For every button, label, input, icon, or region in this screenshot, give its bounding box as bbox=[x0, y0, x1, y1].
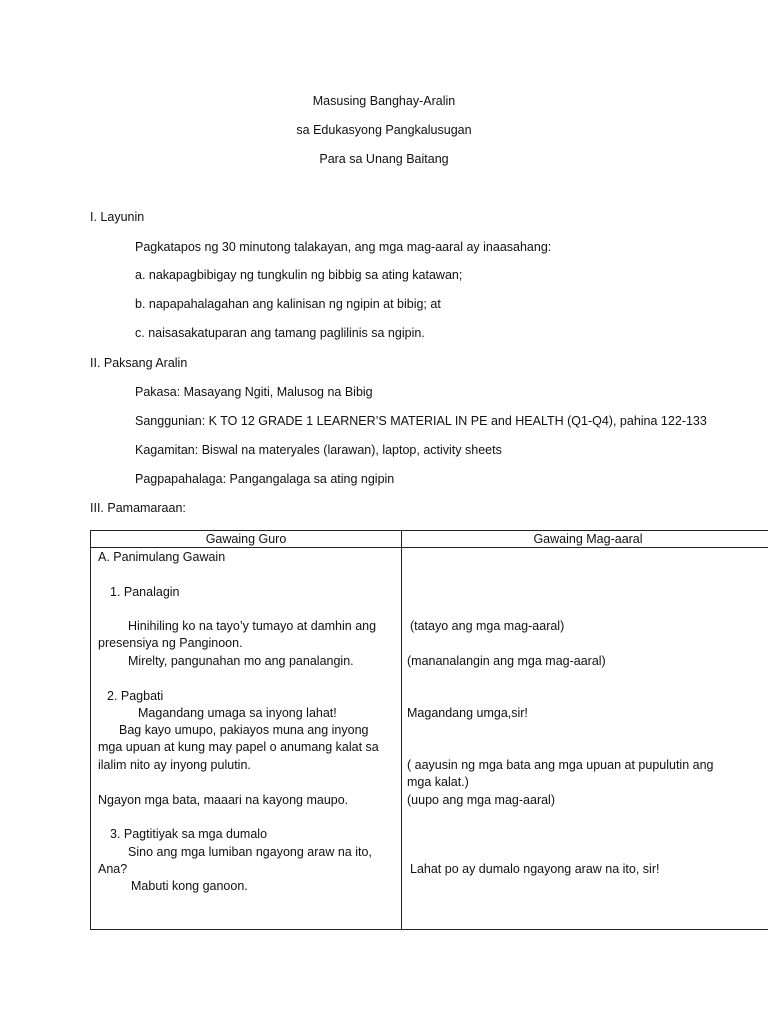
guro-ngayon-maupo: Ngayon mga bata, maaari na kayong maupo. bbox=[98, 793, 349, 807]
magaaral-tatayo: (tatayo ang mga mag-aaral) bbox=[410, 619, 565, 633]
table-header-gawaing-guro: Gawaing Guro bbox=[205, 532, 287, 546]
guro-hinihiling: Hinihiling ko na tayo’y tumayo at damhin ang bbox=[128, 619, 377, 633]
paksa-sanggunian: Sanggunian: K TO 12 GRADE 1 LEARNER’S MATERIAL IN PE and HEALTH (Q1-Q4), pahina 122-133 bbox=[135, 414, 707, 428]
paksa-pagpapahalaga: Pagpapahalaga: Pangangalaga sa ating ngipin bbox=[135, 472, 395, 486]
magaaral-lahat-dumalo: Lahat po ay dumalo ngayong araw na ito, sir! bbox=[410, 862, 660, 876]
guro-mirelty: Mirelty, pangunahan mo ang panalangin. bbox=[128, 654, 354, 668]
layunin-item-a: a. nakapagbibigay ng tungkulin ng bibbig sa ating katawan; bbox=[135, 268, 463, 282]
section-heading-pamamaraan: III. Pamamaraan: bbox=[90, 501, 186, 515]
guro-panalangin-heading: 1. Panalagin bbox=[110, 585, 180, 599]
layunin-item-b: b. napapahalagahan ang kalinisan ng ngipin at bibig; at bbox=[135, 297, 441, 311]
magaaral-uupo: (uupo ang mga mag-aaral) bbox=[407, 793, 555, 807]
guro-pagtitiyak-heading: 3. Pagtitiyak sa mga dumalo bbox=[110, 827, 268, 841]
table-header-gawaing-mag-aaral: Gawaing Mag-aaral bbox=[533, 532, 643, 546]
magaaral-aayusin-line2: mga kalat.) bbox=[407, 775, 469, 789]
guro-pagbati-heading: 2. Pagbati bbox=[107, 689, 164, 703]
section-heading-paksang-aralin: II. Paksang Aralin bbox=[90, 356, 188, 370]
guro-sino-lumiban-line2: Ana? bbox=[98, 862, 128, 876]
document-grade-level: Para sa Unang Baitang bbox=[319, 152, 449, 166]
magaaral-aayusin-line1: ( aayusin ng mga bata ang mga upuan at pupulutin ang bbox=[407, 758, 714, 772]
paksa-kagamitan: Kagamitan: Biswal na materyales (larawan), laptop, activity sheets bbox=[135, 443, 502, 457]
layunin-item-c: c. naisasakatuparan ang tamang paglilinis sa ngipin. bbox=[135, 326, 425, 340]
table-header-divider bbox=[91, 547, 768, 548]
procedure-table bbox=[90, 530, 768, 930]
document-subtitle: sa Edukasyong Pangkalusugan bbox=[296, 123, 472, 137]
magaaral-magandang-umaga: Magandang umga,sir! bbox=[407, 706, 528, 720]
layunin-intro: Pagkatapos ng 30 minutong talakayan, ang mga mag-aaral ay inaasahang: bbox=[135, 240, 552, 254]
guro-bag-kayo-line3: ilalim nito ay inyong pulutin. bbox=[98, 758, 251, 772]
magaaral-mananalangin: (mananalangin ang mga mag-aaral) bbox=[407, 654, 606, 668]
guro-mabuti: Mabuti kong ganoon. bbox=[131, 879, 248, 893]
guro-sino-lumiban-line1: Sino ang mga lumiban ngayong araw na ito, bbox=[128, 845, 372, 859]
guro-magandang-umaga: Magandang umaga sa inyong lahat! bbox=[138, 706, 337, 720]
paksa-pakasa: Pakasa: Masayang Ngiti, Malusog na Bibig bbox=[135, 385, 373, 399]
guro-presensiya: presensiya ng Panginoon. bbox=[98, 636, 243, 650]
document-title: Masusing Banghay-Aralin bbox=[312, 94, 456, 108]
guro-bag-kayo-line2: mga upuan at kung may papel o anumang kalat sa bbox=[98, 740, 379, 754]
guro-bag-kayo-line1: Bag kayo umupo, pakiayos muna ang inyong bbox=[119, 723, 369, 737]
section-heading-layunin: I. Layunin bbox=[90, 210, 145, 224]
guro-panimulang-gawain: A. Panimulang Gawain bbox=[98, 550, 226, 564]
